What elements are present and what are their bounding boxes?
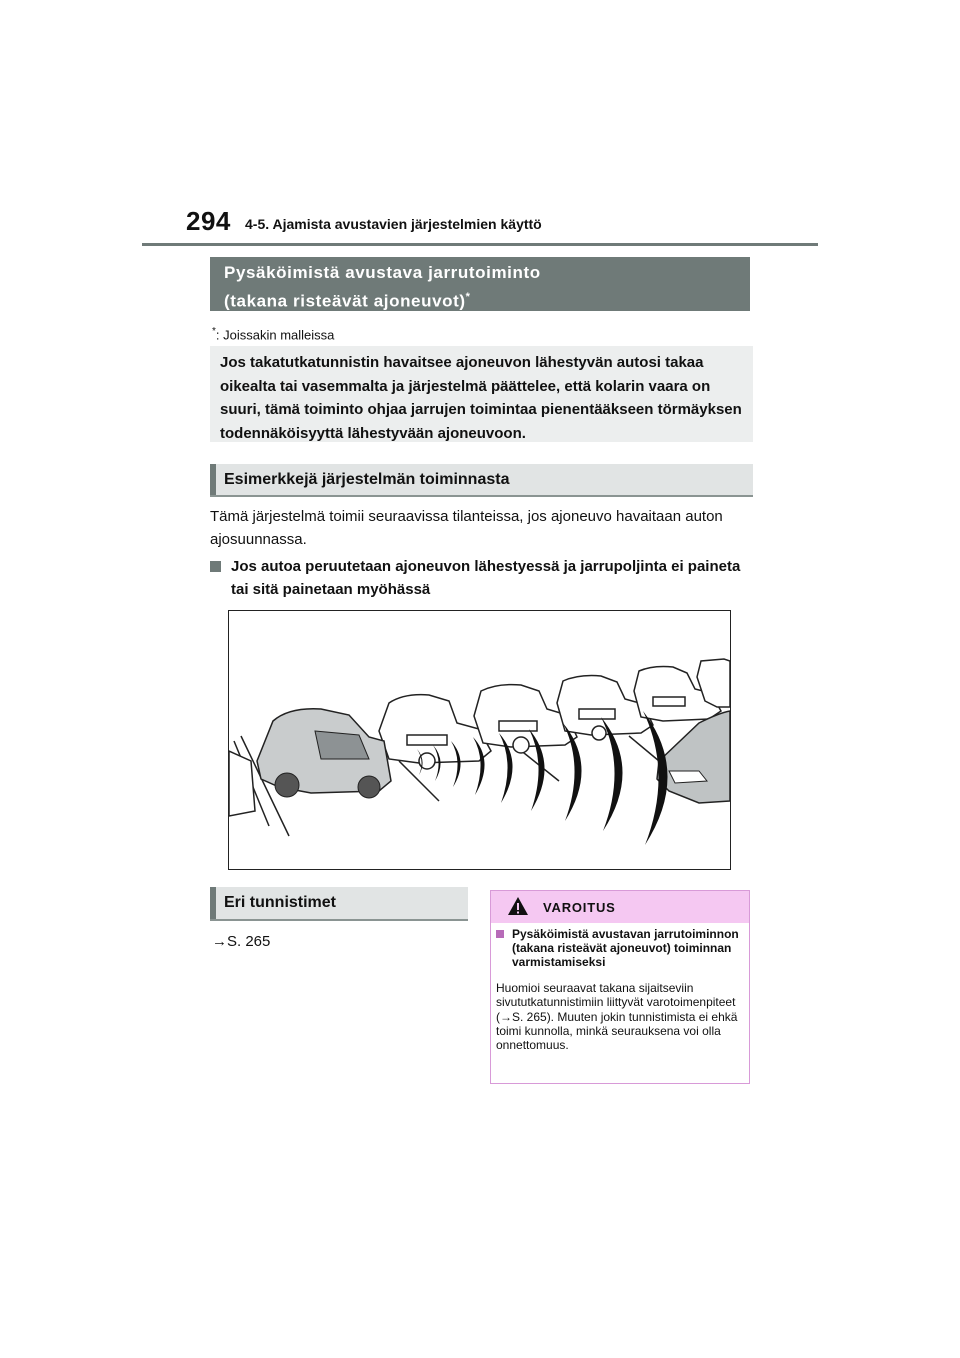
warning-triangle-icon	[507, 896, 529, 916]
examples-heading	[210, 464, 753, 497]
main-heading-line2: (takana risteävät ajoneuvot)*	[224, 291, 471, 311]
sensors-heading	[210, 887, 468, 921]
square-bullet-icon	[210, 561, 221, 572]
footnote-asterisk: *	[212, 326, 216, 337]
parking-scene-svg	[229, 611, 730, 869]
scenario-text: Jos autoa peruutetaan ajoneuvon lähestyessä ja jarrupoljinta ei paineta tai sitä painetaan myöhässä	[231, 558, 741, 598]
main-heading-asterisk: *	[465, 291, 471, 303]
footnote	[212, 326, 334, 342]
body-text: Tämä järjestelmä toimii seuraavissa tilanteissa, jos ajoneuvo havaitaan auton ajosuunnassa.	[210, 508, 723, 548]
intro-box: Jos takatutkatunnistin havaitsee ajoneuvon lähestyvän autosi takaa oikealta tai vasemmalta ja järjestelmä päättelee, että kolarin vaara on suuri, tämä toiminto ohjaa jarrujen toimintaa pienentääkseen törmäyksen todennäköisyyttä lähestyvään ajoneuvoon.	[210, 346, 753, 442]
heading-bar	[210, 887, 216, 919]
approaching-car	[657, 711, 730, 803]
main-heading	[210, 257, 750, 311]
warning-header	[491, 891, 749, 923]
warning-title: VAROITUS	[543, 900, 616, 915]
warning-subheading-text: Pysäköimistä avustavan jarrutoiminnon (takana risteävät ajoneuvot) toiminnan varmistamiseksi	[512, 927, 739, 969]
main-heading-line1: Pysäköimistä avustava jarrutoiminto	[224, 263, 541, 282]
warning-body: Huomioi seuraavat takana sijaitseviin sivututkatunnistimiin liittyvät varotoimenpiteet (→S. 265). Muuten jokin tunnistimista ei ehkä toimi kunnolla, minkä seurauksena voi olla onnettomuus.	[496, 981, 738, 1053]
header-rule	[142, 243, 818, 246]
parked-car	[379, 695, 491, 769]
sensors-page-link[interactable]: →S. 265	[212, 933, 271, 950]
footnote-text: : Joissakin malleissa	[215, 327, 335, 343]
square-bullet-icon	[496, 930, 504, 938]
parking-illustration	[228, 610, 731, 870]
section-title: 4-5. Ajamista avustavien järjestelmien käyttö	[245, 216, 542, 232]
sensors-heading-text: Eri tunnistimet	[224, 894, 337, 911]
page-number: 294	[186, 206, 231, 236]
warning-box	[490, 890, 750, 1084]
heading-bar	[210, 464, 216, 495]
examples-heading-text: Esimerkkejä järjestelmän toiminnasta	[224, 471, 510, 488]
